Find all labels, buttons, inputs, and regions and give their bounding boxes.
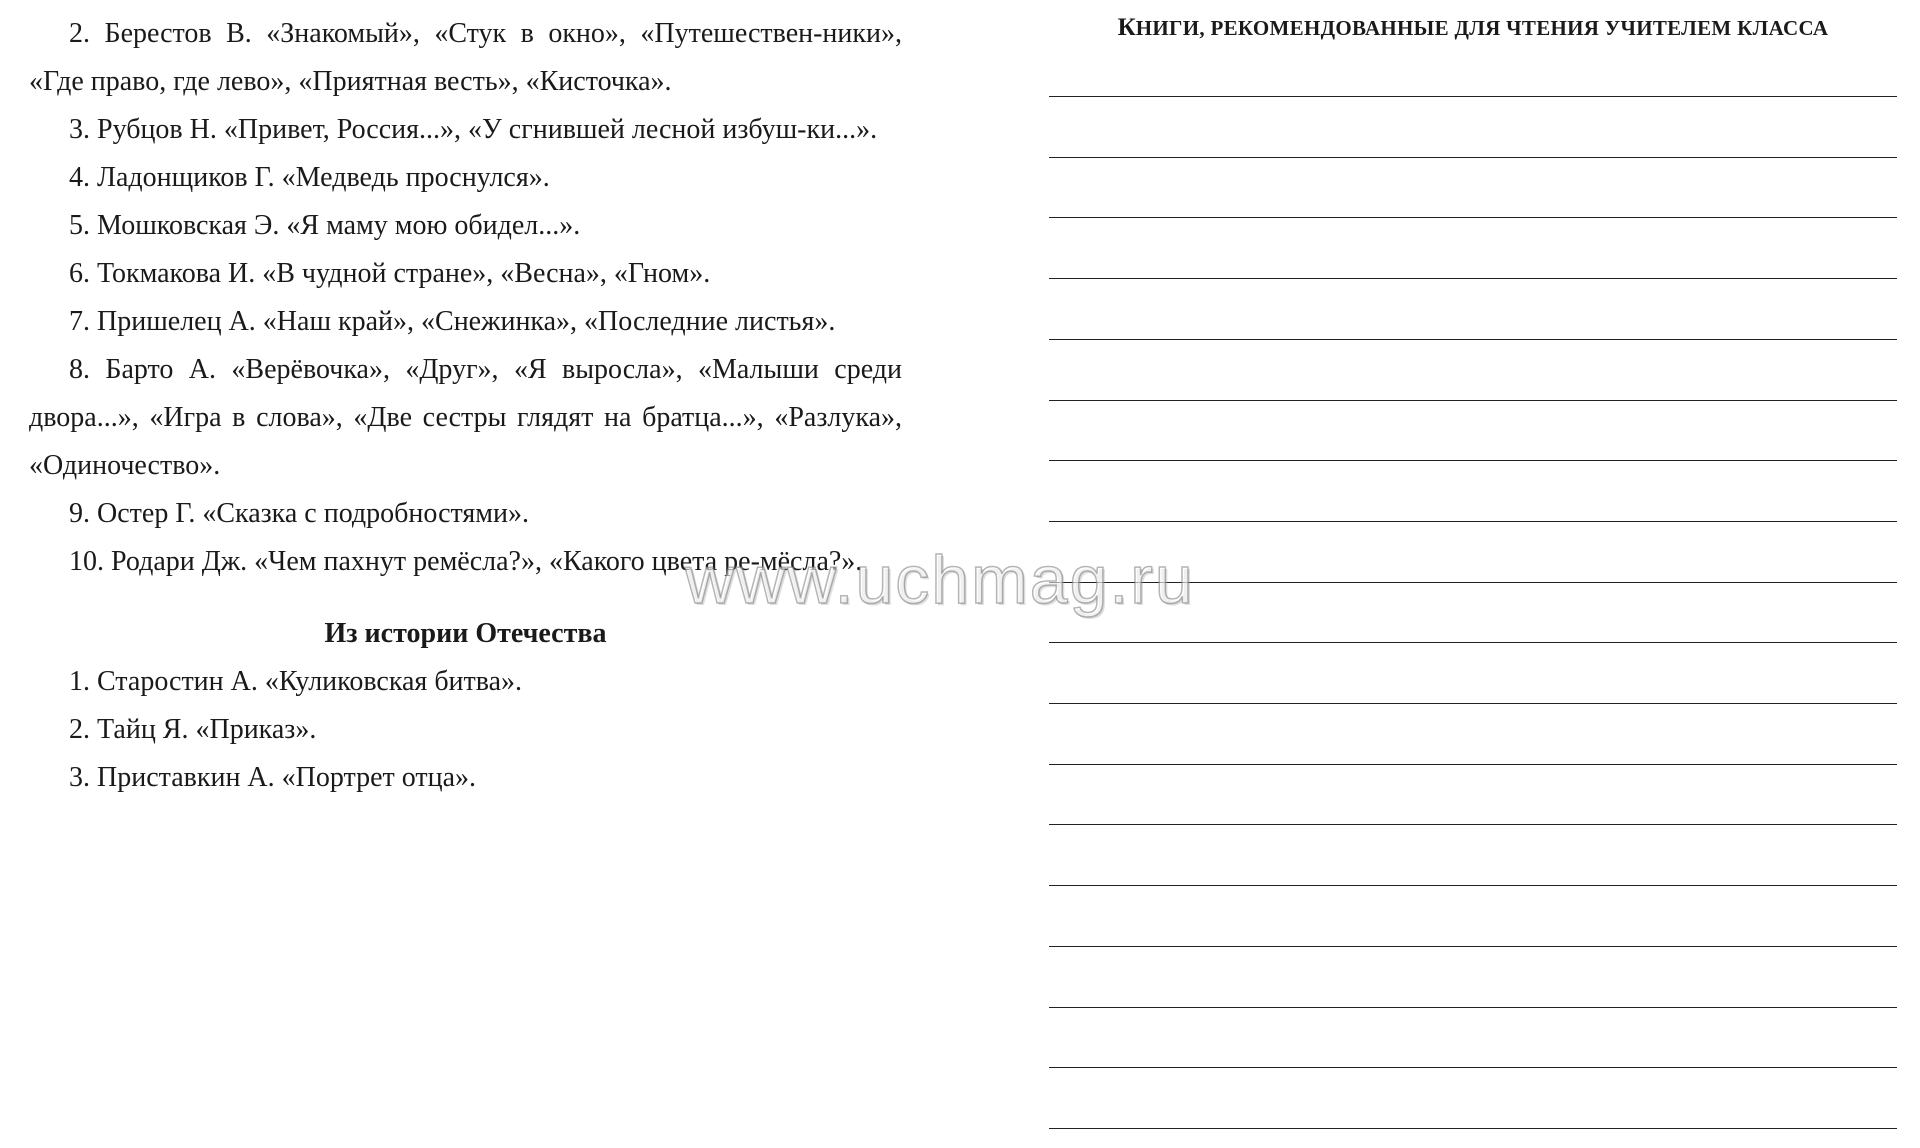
list-item: 5. Мошковская Э. «Я маму мою обидел...».	[69, 210, 581, 241]
list-item: 10. Родари Дж. «Чем пахнут ремёсла?», «Какого цвета ре-мёсла?».	[69, 546, 863, 577]
page-title-rest: НИГИ, РЕКОМЕНДОВАННЫЕ ДЛЯ ЧТЕНИЯ УЧИТЕЛЕМ КЛАССА	[1135, 16, 1829, 40]
writing-line	[1049, 1007, 1897, 1008]
list-item: 8. Барто А. «Верёвочка», «Друг», «Я выросла», «Малыши среди двора...», «Игра в слова», «Две сестры глядят на братца...», «Разлука», «Одиночество».	[29, 354, 902, 481]
list-item: 7. Пришелец А. «Наш край», «Снежинка», «Последние листья».	[69, 306, 836, 337]
writing-line	[1049, 460, 1897, 461]
writing-line	[1049, 946, 1897, 947]
writing-line	[1049, 1067, 1897, 1068]
list-item: 3. Приставкин А. «Портрет отца».	[69, 762, 477, 793]
writing-line	[1049, 400, 1897, 401]
watermark: www.uchmag.ru	[685, 542, 1195, 618]
writing-line	[1049, 96, 1897, 97]
list-item: 2. Тайц Я. «Приказ».	[69, 714, 317, 745]
list-item: 6. Токмакова И. «В чудной стране», «Весна», «Гном».	[69, 258, 711, 289]
list-item: 3. Рубцов Н. «Привет, Россия...», «У сгнившей лесной избуш-ки...».	[69, 114, 878, 145]
writing-line	[1049, 582, 1897, 583]
list-item: 1. Старостин А. «Куликовская битва».	[69, 666, 523, 697]
page-title-initial: К	[1117, 14, 1136, 41]
writing-line	[1049, 885, 1897, 886]
ruled-lines	[1049, 0, 1897, 1148]
writing-line	[1049, 157, 1897, 158]
left-page	[29, 10, 902, 802]
writing-line	[1049, 1128, 1897, 1129]
writing-line	[1049, 642, 1897, 643]
writing-line	[1049, 764, 1897, 765]
writing-line	[1049, 703, 1897, 704]
writing-line	[1049, 339, 1897, 340]
list-item: 9. Остер Г. «Сказка с подробностями».	[69, 498, 529, 529]
writing-line	[1049, 278, 1897, 279]
writing-line	[1049, 521, 1897, 522]
list-item: 2. Берестов В. «Знакомый», «Стук в окно», «Путешествен-ники», «Где право, где лево», «Приятная весть», «Кисточка».	[29, 18, 902, 97]
writing-line	[1049, 217, 1897, 218]
section-heading: Из истории Отечества	[324, 618, 607, 649]
list-item: 4. Ладонщиков Г. «Медведь проснулся».	[69, 162, 550, 193]
writing-line	[1049, 824, 1897, 825]
